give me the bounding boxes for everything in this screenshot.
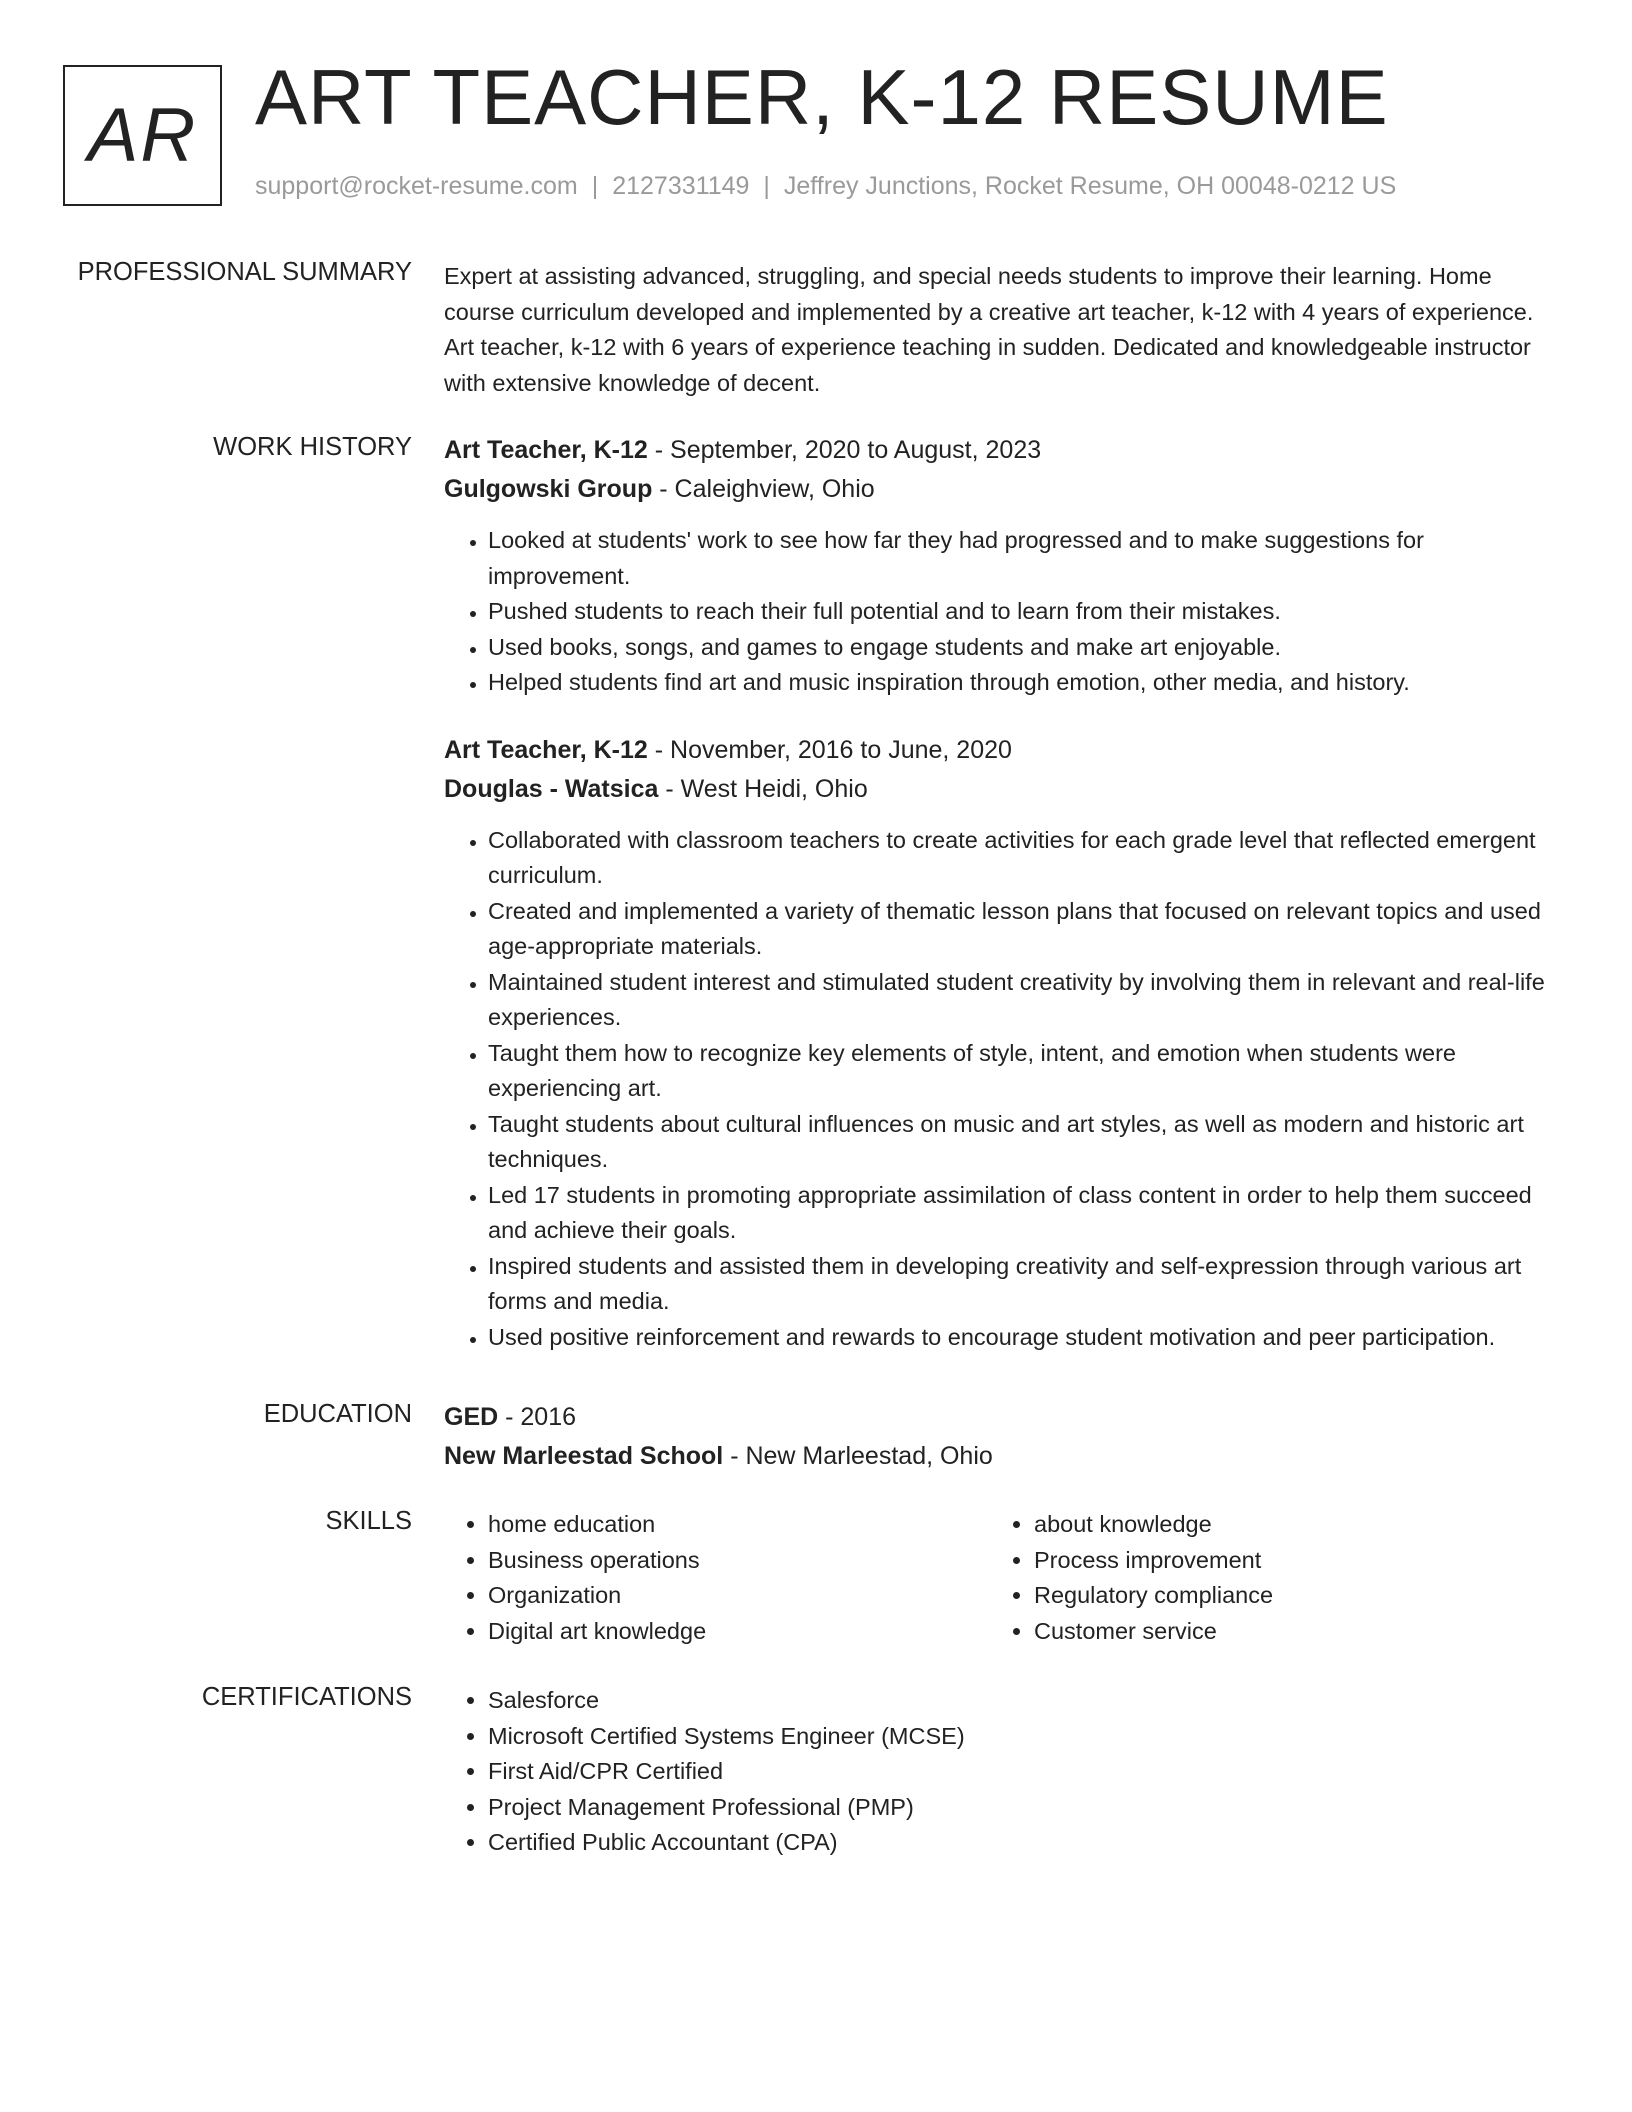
contact-separator: |: [591, 172, 599, 200]
section-label-education: EDUCATION: [263, 1400, 412, 1428]
job-entry: [444, 431, 1564, 701]
certifications-list: [444, 1683, 1564, 1861]
skill-item: • Digital art knowledge: [488, 1614, 990, 1650]
certification-item: • Microsoft Certified Systems Engineer (MCSE): [488, 1719, 1564, 1755]
school-name: New Marleestad School: [444, 1442, 724, 1470]
certifications-body: [444, 1683, 1564, 1861]
contact-address: Jeffrey Junctions, Rocket Resume, OH 00048-0212 US: [783, 172, 1397, 200]
job-bullet: • Used books, songs, and games to engage students and make art enjoyable.: [488, 630, 1564, 666]
job-dates: - September, 2020 to August, 2023: [647, 436, 1042, 464]
skills-column: [990, 1507, 1534, 1649]
skills-grid: [444, 1507, 1564, 1649]
section-label-skills: SKILLS: [325, 1507, 412, 1535]
job-bullet: • Looked at students' work to see how far they had progressed and to make suggestions for improvement.: [488, 523, 1564, 594]
skills-column: [444, 1507, 990, 1649]
job-entry: [444, 731, 1564, 1356]
job-title: Art Teacher, K-12: [444, 735, 648, 764]
certification-item: • Certified Public Accountant (CPA): [488, 1825, 1564, 1861]
job-bullets: [444, 523, 1564, 701]
work-history-body: [444, 431, 1564, 1355]
degree: GED: [444, 1403, 499, 1431]
contact-separator: |: [763, 172, 770, 200]
job-location: - West Heidi, Ohio: [658, 774, 868, 803]
job-company-line: [444, 770, 1564, 809]
skills-body: [444, 1507, 1564, 1649]
job-bullets: [444, 823, 1564, 1356]
monogram-initials: AR: [87, 93, 198, 178]
monogram-logo: [63, 65, 222, 206]
section-label-certifications: CERTIFICATIONS: [201, 1683, 412, 1711]
certification-item: • First Aid/CPR Certified: [488, 1754, 1564, 1790]
contact-email[interactable]: support@rocket-resume.com: [255, 172, 578, 200]
skill-item: • Regulatory compliance: [1034, 1578, 1534, 1614]
job-bullet: • Inspired students and assisted them in developing creativity and self-expression through various art forms and media.: [488, 1249, 1564, 1320]
job-title-line: [444, 431, 1564, 470]
summary-text: Expert at assisting advanced, struggling, and special needs students to improve their learning. Home course curriculum developed and implemented by a creative art teacher, k-12 with 4 years of experience. Art teacher, k-12 with 6 years of experience teaching in sudden. Dedicated and knowledgeable instructor with extensive knowledge of decent.: [444, 263, 1534, 396]
job-company: Gulgowski Group: [444, 475, 653, 503]
resume-title: ART TEACHER, K-12 RESUME: [255, 53, 1389, 141]
skill-item: • Process improvement: [1034, 1543, 1534, 1579]
job-bullet: • Taught them how to recognize key elements of style, intent, and emotion when students were experiencing art.: [488, 1036, 1564, 1107]
school-line: [444, 1437, 1564, 1476]
section-label-summary: PROFESSIONAL SUMMARY: [77, 258, 412, 286]
section-label-work-history: WORK HISTORY: [213, 433, 412, 461]
skill-item: • Business operations: [488, 1543, 990, 1579]
job-bullet: • Used positive reinforcement and rewards to encourage student motivation and peer participation.: [488, 1320, 1564, 1356]
job-bullet: • Pushed students to reach their full potential and to learn from their mistakes.: [488, 594, 1564, 630]
school-location: - New Marleestad, Ohio: [723, 1442, 993, 1470]
degree-year: - 2016: [498, 1403, 577, 1431]
job-company: Douglas - Watsica: [444, 774, 659, 803]
contact-line: [255, 172, 1396, 201]
skill-item: • home education: [488, 1507, 990, 1543]
job-company-line: [444, 470, 1564, 509]
skill-item: • Organization: [488, 1578, 990, 1614]
job-bullet: • Maintained student interest and stimulated student creativity by involving them in relevant and real-life experiences.: [488, 965, 1564, 1036]
job-location: - Caleighview, Ohio: [652, 475, 875, 503]
certification-item: • Project Management Professional (PMP): [488, 1790, 1564, 1826]
job-bullet: • Helped students find art and music inspiration through emotion, other media, and history.: [488, 665, 1564, 701]
job-title: Art Teacher, K-12: [444, 436, 648, 464]
education-body: [444, 1398, 1564, 1476]
job-title-line: [444, 731, 1564, 770]
job-bullet: • Collaborated with classroom teachers to create activities for each grade level that reflected emergent curriculum.: [488, 823, 1564, 894]
skill-item: • Customer service: [1034, 1614, 1534, 1650]
degree-line: [444, 1398, 1564, 1437]
job-dates: - November, 2016 to June, 2020: [647, 735, 1012, 764]
job-bullet: • Led 17 students in promoting appropriate assimilation of class content in order to help them succeed and achieve their goals.: [488, 1178, 1564, 1249]
job-bullet: • Taught students about cultural influences on music and art styles, as well as modern and historic art techniques.: [488, 1107, 1564, 1178]
contact-phone[interactable]: 2127331149: [612, 172, 750, 200]
job-bullet: • Created and implemented a variety of thematic lesson plans that focused on relevant topics and used age-appropriate materials.: [488, 894, 1564, 965]
skill-item: • about knowledge: [1034, 1507, 1534, 1543]
certification-item: • Salesforce: [488, 1683, 1564, 1719]
